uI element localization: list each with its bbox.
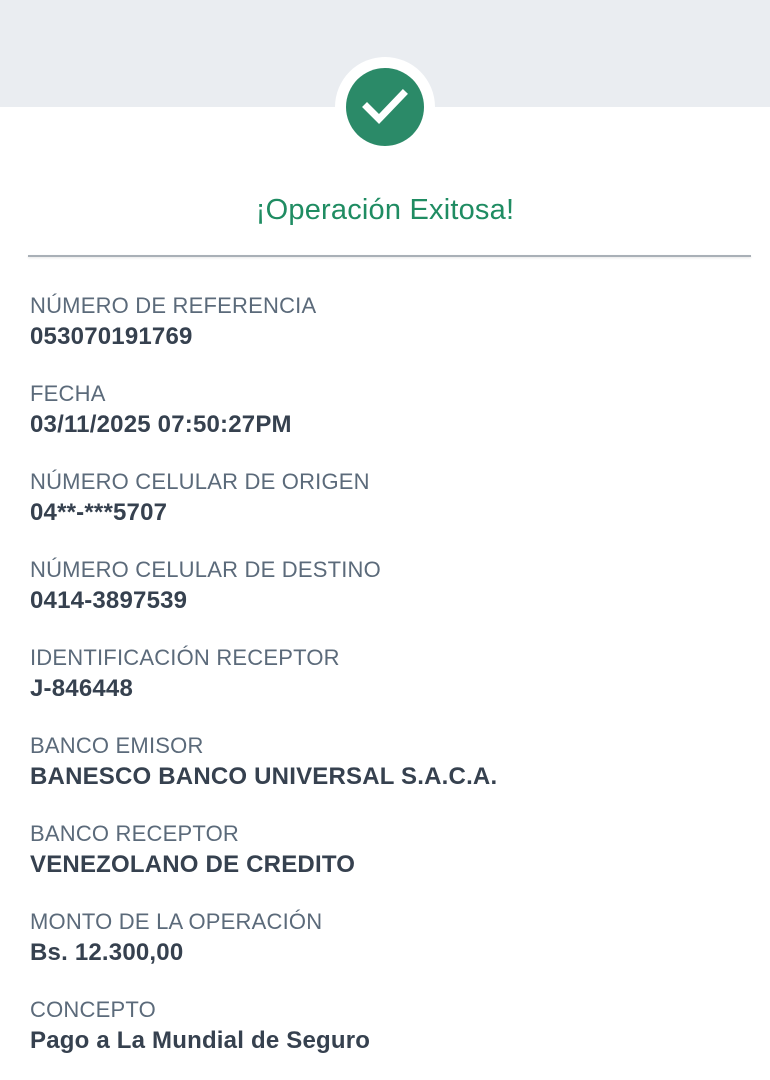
field-label: BANCO RECEPTOR [30,821,239,846]
field-value: VENEZOLANO DE CREDITO [30,851,356,878]
field-label: IDENTIFICACIÓN RECEPTOR [30,645,340,670]
field-label: FECHA [30,381,106,406]
success-badge [335,57,435,157]
field-label: CONCEPTO [30,997,156,1022]
field-label: MONTO DE LA OPERACIÓN [30,909,323,934]
field-label: NÚMERO DE REFERENCIA [30,293,317,318]
field-value: 053070191769 [30,323,193,350]
field-value: 04**-***5707 [30,499,168,526]
receipt-fields [30,291,750,1056]
field-value: 0414-3897539 [30,587,188,614]
field-origin-phone [30,467,750,528]
field-value: BANESCO BANCO UNIVERSAL S.A.C.A. [30,763,498,790]
field-receiver-id [30,643,750,704]
success-check-icon [346,68,424,146]
field-value: Pago a La Mundial de Seguro [30,1027,371,1054]
field-date [30,379,750,440]
field-receiving-bank [30,819,750,880]
field-value: 03/11/2025 07:50:27PM [30,411,292,438]
field-label: NÚMERO CELULAR DE ORIGEN [30,469,370,494]
checkmark-glyph [362,89,408,125]
field-reference-number [30,291,750,352]
page-title: ¡Operación Exitosa! [255,194,515,226]
field-label: BANCO EMISOR [30,733,204,758]
field-label: NÚMERO CELULAR DE DESTINO [30,557,381,582]
field-operation-amount [30,907,750,968]
divider [28,255,751,257]
field-destination-phone [30,555,750,616]
field-value: Bs. 12.300,00 [30,939,184,966]
field-value: J-846448 [30,675,134,702]
field-concept [30,995,750,1056]
field-issuing-bank [30,731,750,792]
